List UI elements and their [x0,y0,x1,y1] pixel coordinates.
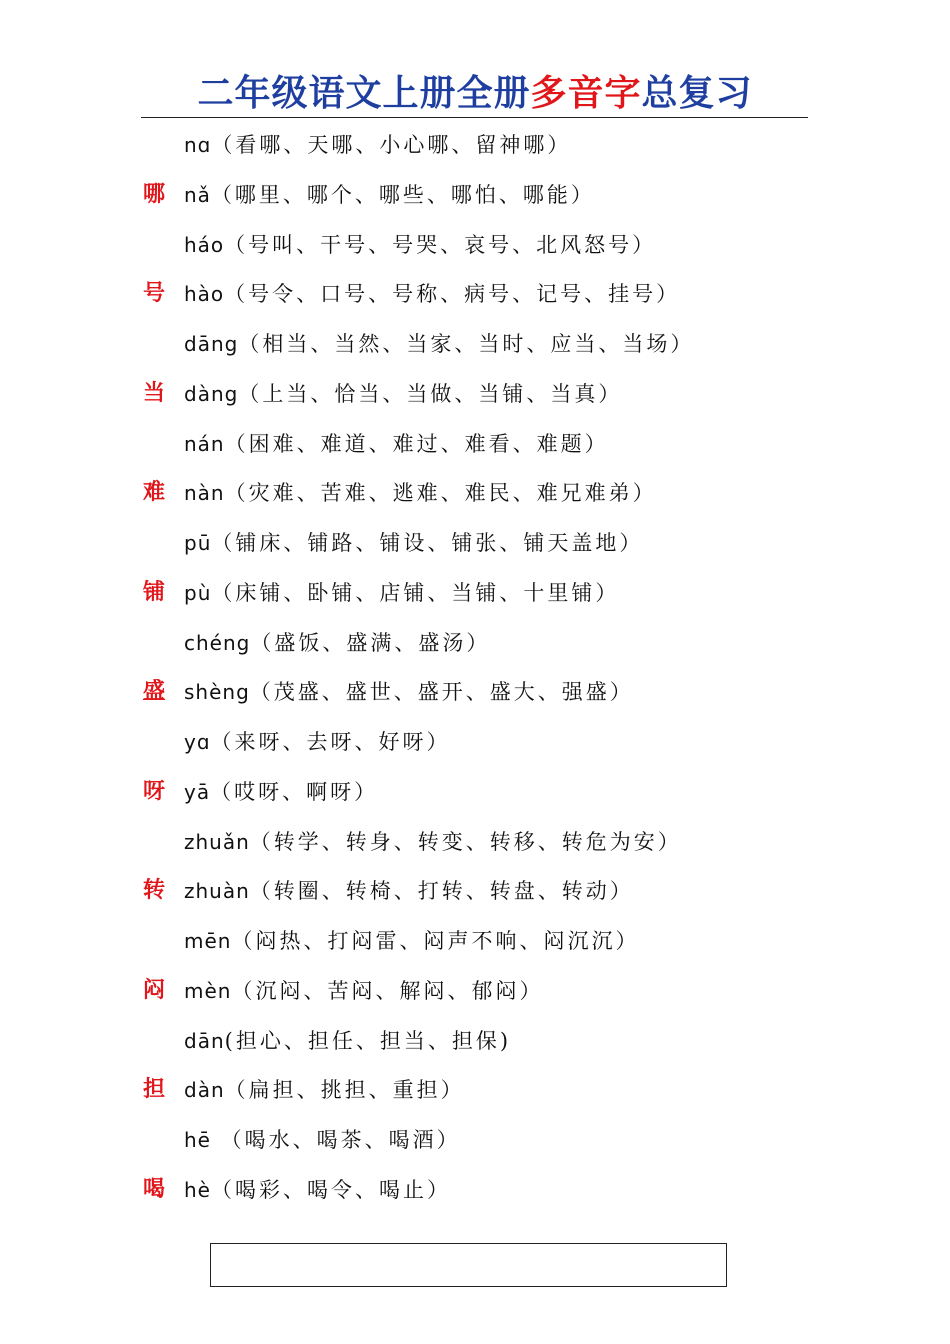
entry-words: (担心、担任、担当、担保) [224,1028,512,1053]
list-item [0,866,950,916]
list-item [0,667,950,717]
entry-words: （转圈、转椅、打转、转盘、转动） [249,879,634,904]
list-item [0,1065,950,1115]
list-item [0,170,950,220]
entry-char: 闷 [143,977,166,1003]
entry-reading [184,1175,451,1205]
entry-reading [184,429,609,459]
entry-reading [184,478,657,508]
list-item [0,717,950,767]
entry-char: 难 [143,480,166,506]
entry-pinyin: zhuǎn [184,829,250,854]
entry-words: （困难、难道、难过、难看、难题） [224,431,609,456]
entry-words: （喝水、喝茶、喝酒） [210,1128,461,1152]
entry-pinyin: mēn [184,929,232,953]
list-item [0,269,950,319]
entry-pinyin: pù [184,580,212,605]
entry-reading [184,1075,465,1105]
entry-reading [184,827,682,857]
entry-words: （上当、恰当、当做、当铺、当真） [238,381,623,406]
entry-char: 铺 [143,579,166,605]
entry-words: （哪里、哪个、哪些、哪怕、哪能） [210,182,595,207]
list-item [0,618,950,668]
entry-pinyin: shèng [184,680,250,705]
entry-pinyin: dàn [184,1078,225,1103]
page-title [0,70,950,118]
entry-pinyin: dāng [184,332,239,356]
list-item [0,767,950,817]
entry-words: （扁担、挑担、重担） [224,1078,465,1103]
entry-words: （铺床、铺路、铺设、铺张、铺天盖地） [211,531,644,555]
list-item [0,817,950,867]
entry-reading [184,876,634,906]
entry-pinyin: nǎ [184,182,211,207]
list-item [0,319,950,369]
entry-char: 喝 [143,1176,166,1202]
list-item [0,518,950,568]
entry-reading [184,379,622,409]
entry-pinyin: hè [184,1177,211,1202]
entry-pinyin: nɑ [184,133,212,157]
title-part-1: 二年级语文上册全册 [197,73,531,114]
footer-box [210,1243,727,1287]
entry-pinyin: yɑ [184,730,211,754]
list-item [0,1115,950,1165]
entry-words: （床铺、卧铺、店铺、当铺、十里铺） [211,580,620,605]
entry-char: 哪 [143,181,166,207]
list-item [0,916,950,966]
entry-words: （相当、当然、当家、当时、应当、当场） [238,332,695,356]
entry-reading [184,329,694,359]
entry-reading [184,1026,511,1056]
entry-reading [184,628,490,658]
entry-char: 呀 [143,778,166,804]
entry-words: （来呀、去呀、好呀） [210,730,451,754]
entry-reading [184,727,451,757]
entry-reading [184,578,619,608]
entry-pinyin: pū [184,531,212,555]
entry-char: 转 [143,878,166,904]
entry-words: （沉闷、苦闷、解闷、郁闷） [231,978,544,1003]
title-part-2: 多音字 [530,73,642,114]
list-item [0,468,950,518]
list-item [0,220,950,270]
entry-words: （灾难、苦难、逃难、难民、难兄难弟） [224,481,657,506]
entry-char: 担 [143,1077,166,1103]
title-underline [141,117,808,118]
polyphone-list [0,120,950,1215]
entry-words: （盛饭、盛满、盛汤） [250,630,491,655]
entry-words: （号叫、干号、号哭、哀号、北风怒号） [224,232,657,257]
entry-words: （闷热、打闷雷、闷声不响、闷沉沉） [231,929,640,953]
entry-pinyin: hào [184,282,225,307]
list-item [0,1016,950,1066]
entry-reading [184,180,595,210]
entry-char: 盛 [143,679,166,705]
entry-reading [184,528,643,558]
entry-pinyin: nàn [184,481,225,506]
entry-pinyin: mèn [184,978,232,1003]
entry-pinyin: háo [184,232,225,257]
entry-words: （茂盛、盛世、盛开、盛大、强盛） [249,680,634,705]
entry-reading [184,130,571,160]
entry-words: （喝彩、喝令、喝止） [210,1177,451,1202]
list-item [0,568,950,618]
entry-char: 号 [143,281,166,307]
entry-reading [184,976,543,1006]
entry-words: （哎呀、啊呀） [210,779,379,804]
entry-words: （看哪、天哪、小心哪、留神哪） [211,133,572,157]
list-item [0,120,950,170]
entry-pinyin: nán [184,431,225,456]
entry-reading [184,926,639,956]
entry-words: （号令、口号、号称、病号、记号、挂号） [224,282,681,307]
list-item [0,419,950,469]
entry-reading [184,1125,461,1155]
entry-char: 当 [143,380,166,406]
entry-reading [184,279,680,309]
entry-pinyin: zhuàn [184,879,250,904]
entry-reading [184,777,378,807]
entry-words: （转学、转身、转变、转移、转危为安） [249,829,682,854]
list-item [0,369,950,419]
title-part-3: 总复习 [641,73,753,114]
entry-pinyin: hē [184,1128,211,1152]
entry-pinyin: yā [184,779,211,804]
list-item [0,1165,950,1215]
list-item [0,966,950,1016]
entry-reading [184,230,656,260]
entry-pinyin: dàng [184,381,239,406]
entry-pinyin: dān [184,1028,225,1053]
entry-pinyin: chéng [184,630,251,655]
entry-reading [184,677,634,707]
